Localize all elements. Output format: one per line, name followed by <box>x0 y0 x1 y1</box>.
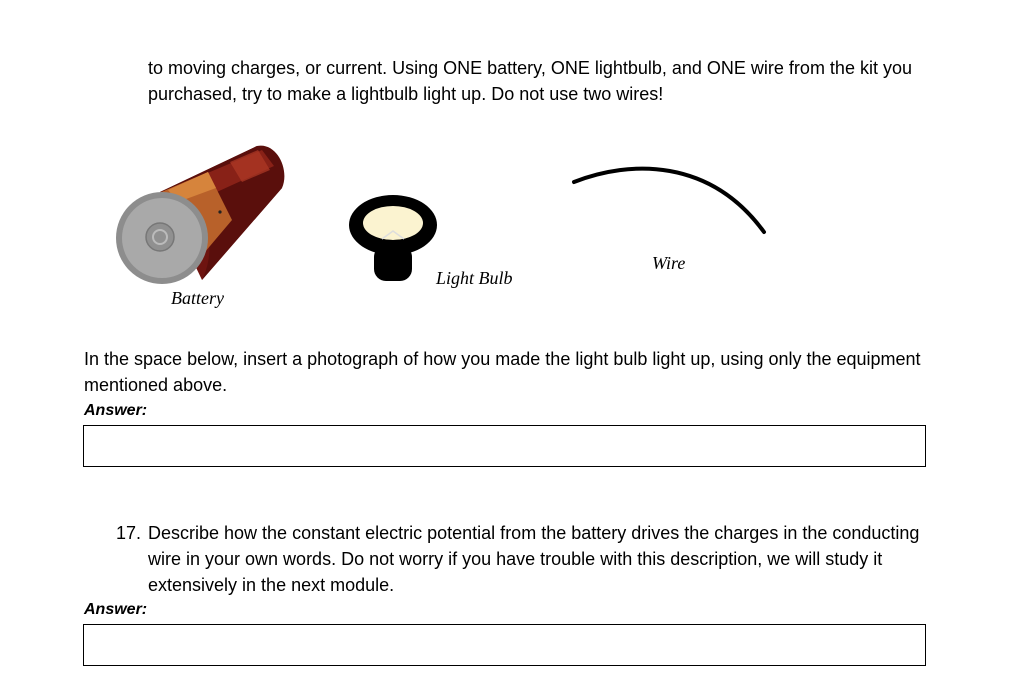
answer-box-question-17[interactable] <box>83 624 926 666</box>
intro-paragraph: to moving charges, or current. Using ONE battery, ONE lightbulb, and ONE wire from the kit you purchased, try to make a lightbulb light up. Do not use two wires! <box>148 58 912 104</box>
question-text: Describe how the constant electric potential from the battery drives the charges in the conducting wire in your own words. Do not worry if you have trouble with this description, we will study it extensively in the next module. <box>148 523 920 595</box>
battery-icon <box>112 140 292 290</box>
question-17 <box>116 520 946 598</box>
light-bulb-icon <box>348 195 440 287</box>
battery-caption: Battery <box>171 288 224 308</box>
wire-caption: Wire <box>652 253 686 273</box>
answer-label: Answer: <box>84 402 148 419</box>
question-number: 17. <box>116 523 142 543</box>
answer-box-photo[interactable] <box>83 425 926 467</box>
light-bulb-caption: Light Bulb <box>436 268 513 288</box>
photo-prompt-paragraph: In the space below, insert a photograph of how you made the light bulb light up, using only the equipment mentioned above. <box>84 349 921 395</box>
answer-label: Answer: <box>84 601 148 618</box>
wire-icon <box>570 158 770 238</box>
